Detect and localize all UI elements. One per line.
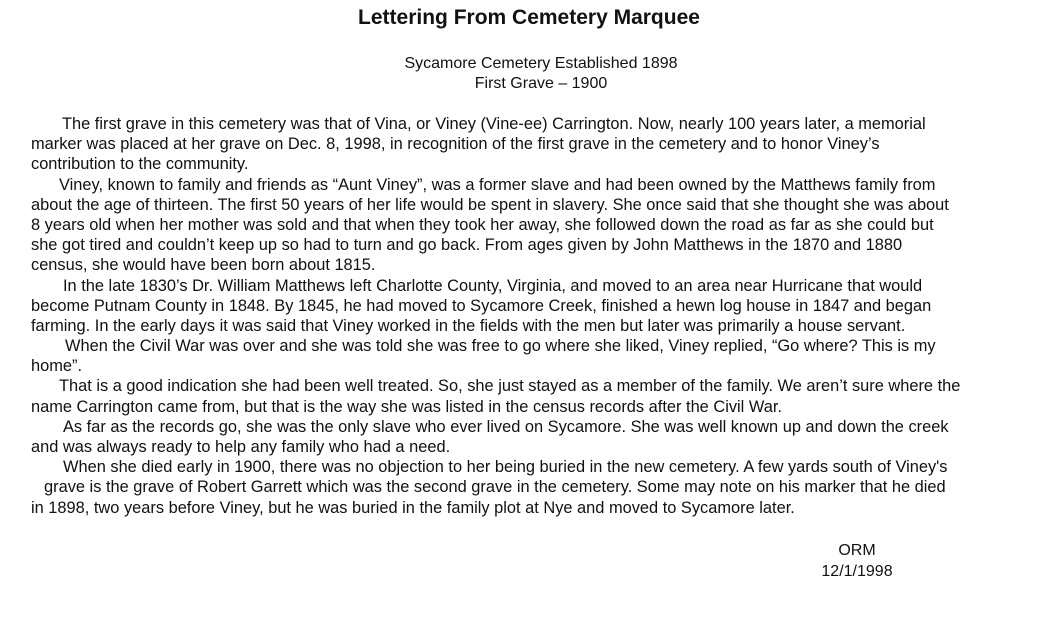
text-line: 8 years old when her mother was sold and that when they took her away, she followed down the road as far as she could but [31,215,934,234]
text-line: marker was placed at her grave on Dec. 8, 1998, in recognition of the first grave in the cemetery and to honor Viney’s [31,135,880,154]
text-line: home”. [31,357,83,376]
first-grave-line: First Grave – 1900 [474,75,608,92]
paragraph-aunt-viney [31,175,1053,276]
page-title: Lettering From Cemetery Marquee [358,6,700,29]
cemetery-established-line: Sycamore Cemetery Established 1898 [404,55,678,72]
text-line: The first grave in this cemetery was that of Vina, or Viney (Vine-ee) Carrington. Now, nearly 100 years later, a memorial [62,115,926,133]
text-line: When she died early in 1900, there was no objection to her being buried in the new cemetery. A few yards south of Viney's [63,458,948,477]
paragraph-carrington-name [31,376,1053,416]
text-line: farming. In the early days it was said that Viney worked in the fields with the men but later was primarily a house servant. [31,316,906,335]
paragraph-civil-war [31,336,1053,376]
text-line: contribution to the community. [31,155,249,174]
signature-author: ORM [838,542,876,559]
text-line: census, she would have been born about 1815. [31,256,376,275]
paragraph-records [31,417,1053,457]
text-line: in 1898, two years before Viney, but he was buried in the family plot at Nye and moved to Sycamore later. [31,498,795,517]
text-line: name Carrington came from, but that is the way she was listed in the census records after the Civil War. [31,397,782,416]
signature-date: 12/1/1998 [821,563,893,580]
text-line: In the late 1830’s Dr. William Matthews left Charlotte County, Virginia, and moved to an area near Hurricane that would [63,276,923,295]
text-line: As far as the records go, she was the only slave who ever lived on Sycamore. She was well known up and down the creek [63,417,949,436]
paragraph-william-matthews [31,276,1053,337]
text-line: Viney, known to family and friends as “Aunt Viney”, was a former slave and had been owned by the Matthews family from [59,175,936,194]
paragraph-first-grave [31,114,1053,175]
text-line: she got tired and couldn’t keep up so had to turn and go back. From ages given by John Matthews in the 1870 and 1880 [31,236,903,255]
document-body [31,114,1053,518]
text-line: about the age of thirteen. The first 50 years of her life would be spent in slavery. She once said that she thought she was about [31,195,949,214]
text-line: When the Civil War was over and she was told she was free to go where she liked, Viney replied, “Go where? This is my [65,337,936,356]
text-line: and was always ready to help any family who had a need. [31,438,451,456]
text-line: become Putnam County in 1848. By 1845, he had moved to Sycamore Creek, finished a hewn log house in 1847 and began [31,296,932,315]
text-line: grave is the grave of Robert Garrett which was the second grave in the cemetery. Some may note on his marker that he died [44,478,946,497]
text-line: That is a good indication she had been well treated. So, she just stayed as a member of the family. We aren’t sure where the [59,377,961,396]
paragraph-burial [31,457,1053,518]
